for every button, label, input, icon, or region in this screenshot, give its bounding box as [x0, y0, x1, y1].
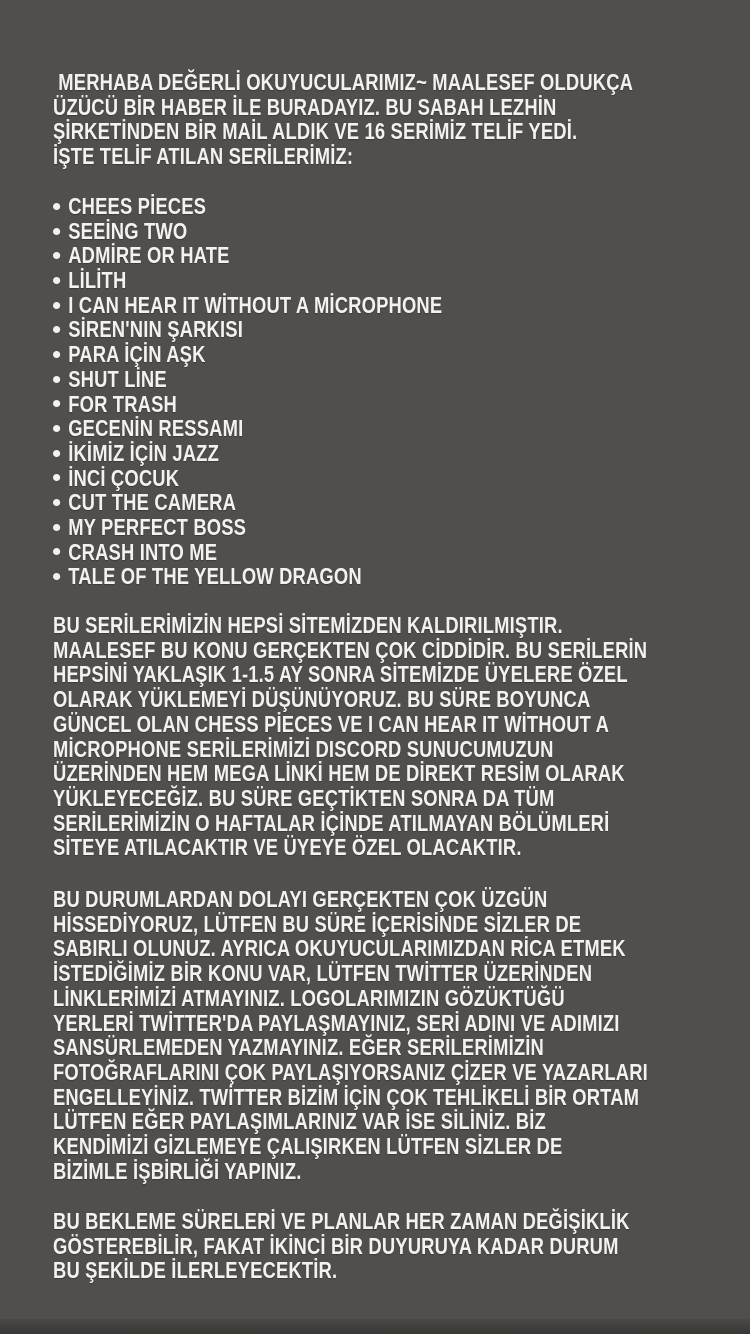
series-list-item [53, 243, 442, 268]
text-line: OLARAK YÜKLEMEYİ DÜŞÜNÜYORUZ. BU SÜRE BOYUNCA [53, 686, 591, 713]
series-list-item [53, 219, 442, 244]
footer-bar [0, 1319, 750, 1334]
series-name: FOR TRASH [68, 390, 177, 417]
text-line: YÜKLEYECEĞİZ. BU SÜRE GEÇTİKTEN SONRA DA TÜM [53, 784, 555, 811]
bullet-icon [53, 302, 60, 309]
twitter-request-paragraph [53, 887, 648, 1183]
bullet-icon [53, 252, 60, 259]
bullet-icon [53, 203, 60, 210]
series-list-item [53, 268, 442, 293]
series-list-item [53, 416, 442, 441]
text-line: ŞİRKETİNDEN BİR MAİL ALDIK VE 16 SERİMİZ TELİF YEDİ. [53, 118, 578, 145]
series-list-item [53, 342, 442, 367]
series-list-item [53, 392, 442, 417]
text-line: GÖSTEREBİLİR, FAKAT İKİNCİ BİR DUYURUYA KADAR DURUM [53, 1232, 619, 1259]
series-list-item [53, 515, 442, 540]
text-line: HEPSİNİ YAKLAŞIK 1-1.5 AY SONRA SİTEMİZDE ÜYELERE ÖZEL [53, 661, 628, 688]
series-name: SHUT LİNE [68, 365, 167, 392]
series-name: PARA İÇİN AŞK [68, 341, 206, 368]
series-list [53, 194, 442, 589]
text-line: ÜZERİNDEN HEM MEGA LİNKİ HEM DE DİREKT RESİM OLARAK [53, 760, 625, 787]
series-name: GECENİN RESSAMI [68, 415, 244, 442]
text-line: İŞTE TELİF ATILAN SERİLERİMİZ: [53, 143, 354, 170]
text-line: YERLERİ TWİTTER'DA PAYLAŞMAYINIZ, SERİ ADINI VE ADIMIZI [53, 1009, 620, 1036]
announcement-text-column [53, 0, 749, 1334]
text-line: BU DURUMLARDAN DOLAYI GERÇEKTEN ÇOK ÜZGÜN [53, 886, 548, 912]
text-line: MAALESEF BU KONU GERÇEKTEN ÇOK CİDDİDİR. BU SERİLERİN [53, 636, 648, 663]
text-line: LÜTFEN EĞER PAYLAŞIMLARINIZ VAR İSE SİLİNİZ. BİZ [53, 1108, 546, 1135]
text-line: SİTEYE ATILACAKTIR VE ÜYEYE ÖZEL OLACAKTIR. [53, 834, 522, 861]
text-line: GÜNCEL OLAN CHESS PİECES VE I CAN HEAR IT WİTHOUT A [53, 710, 610, 737]
bullet-icon [53, 573, 60, 580]
series-list-item [53, 490, 442, 515]
series-name: LİLİTH [68, 267, 127, 294]
series-list-item [53, 441, 442, 466]
text-line: SABIRLI OLUNUZ. AYRICA OKUYUCULARIMIZDAN RİCA ETMEK [53, 935, 626, 962]
bullet-icon [53, 228, 60, 235]
text-line: SERİLERİMİZİN O HAFTALAR İÇİNDE ATILMAYAN BÖLÜMLERİ [53, 809, 610, 836]
text-line: BU BEKLEME SÜRELERİ VE PLANLAR HER ZAMAN DEĞİŞİKLİK [53, 1208, 630, 1234]
series-name: SİREN'NIN ŞARKISI [68, 316, 243, 343]
series-name: CHEES PİECES [68, 193, 207, 219]
series-name: TALE OF THE YELLOW DRAGON [68, 563, 362, 590]
bullet-icon [53, 450, 60, 457]
series-list-item [53, 564, 442, 589]
text-line: İSTEDİĞİMİZ BİR KONU VAR, LÜTFEN TWİTTER ÜZERİNDEN [53, 960, 593, 987]
bullet-icon [53, 351, 60, 358]
series-name: I CAN HEAR IT WİTHOUT A MİCROPHONE [68, 291, 443, 318]
removal-paragraph [53, 613, 647, 860]
text-line: MERHABA DEĞERLİ OKUYUCULARIMIZ~ MAALESEF OLDUKÇA [53, 69, 634, 95]
series-list-item [53, 540, 442, 565]
series-list-item [53, 367, 442, 392]
series-name: CRASH INTO ME [68, 538, 218, 565]
series-list-item [53, 194, 442, 219]
series-list-item [53, 293, 442, 318]
bullet-icon [53, 400, 60, 407]
series-name: ADMİRE OR HATE [68, 242, 230, 269]
text-line: BU ŞEKİLDE İLERLEYECEKTİR. [53, 1257, 338, 1284]
text-line: BİZİMLE İŞBİRLİĞİ YAPINIZ. [53, 1157, 302, 1184]
text-line: FOTOĞRAFLARINI ÇOK PAYLAŞIYORSANIZ ÇİZER VE YAZARLARI [53, 1058, 648, 1085]
text-line: ENGELLEYİNİZ. TWİTTER BİZİM İÇİN ÇOK TEHLİKELİ BİR ORTAM [53, 1083, 640, 1110]
intro-paragraph [53, 70, 633, 169]
series-name: MY PERFECT BOSS [68, 513, 247, 540]
text-line: BU SERİLERİMİZİN HEPSİ SİTEMİZDEN KALDIRILMIŞTIR. [53, 612, 563, 638]
bullet-icon [53, 376, 60, 383]
bullet-icon [53, 524, 60, 531]
series-name: SEEİNG TWO [68, 217, 188, 244]
bullet-icon [53, 425, 60, 432]
text-line: MİCROPHONE SERİLERİMİZİ DISCORD SUNUCUMUZUN [53, 735, 554, 762]
series-list-item [53, 317, 442, 342]
bullet-icon [53, 499, 60, 506]
text-line: KENDİMİZİ GİZLEMEYE ÇALIŞIRKEN LÜTFEN SİZLER DE [53, 1133, 563, 1160]
text-line: SANSÜRLEMEDEN YAZMAYINIZ. EĞER SERİLERİMİZİN [53, 1034, 544, 1061]
text-line: HİSSEDİYORUZ, LÜTFEN BU SÜRE İÇERİSİNDE SİZLER DE [53, 910, 582, 937]
bullet-icon [53, 548, 60, 555]
text-line: LİNKLERİMİZİ ATMAYINIZ. LOGOLARIMIZIN GÖZÜKTÜĞÜ [53, 984, 565, 1011]
closing-paragraph [53, 1209, 630, 1283]
text-line: ÜZÜCÜ BİR HABER İLE BURADAYIZ. BU SABAH LEZHİN [53, 93, 557, 120]
series-list-item [53, 466, 442, 491]
series-name: İNCİ ÇOCUK [68, 464, 180, 491]
bullet-icon [53, 474, 60, 481]
bullet-icon [53, 277, 60, 284]
bullet-icon [53, 326, 60, 333]
series-name: İKİMİZ İÇİN JAZZ [68, 439, 219, 466]
series-name: CUT THE CAMERA [68, 489, 237, 516]
